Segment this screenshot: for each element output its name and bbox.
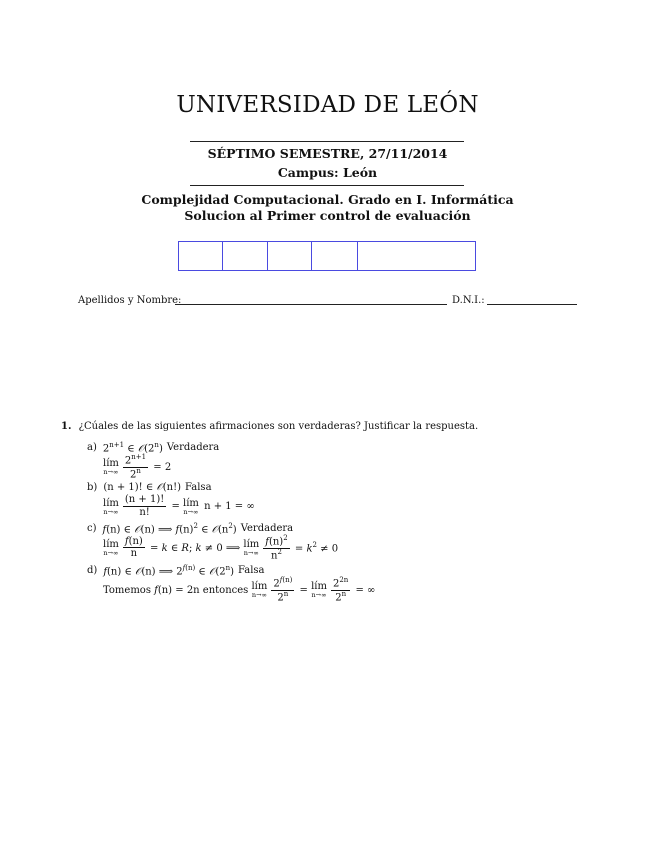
item-c-proof: lím n→∞ $\frac{f(n)}{n}$ = k ∈ R; k ≠ 0 ⟹ lím n→∞ $\frac{f(n)^2}{n^2}$ = $k^2 \ne 0$: [103, 534, 339, 562]
subject-title: Complejidad Computacional. Grado en I. Informática: [141, 192, 514, 207]
semester-date: SÉPTIMO SEMESTRE, 27/11/2014: [207, 146, 448, 161]
item-a-label: a): [87, 442, 97, 454]
item-c-statement: f(n) ∈ 𝒪(n) ⟹ $f(n)^2$ ∈ $𝒪(n^2)$: [102, 522, 237, 536]
grade-cell[interactable]: [268, 242, 312, 270]
item-b-statement: (n + 1)! ∈ 𝒪(n!): [103, 482, 182, 493]
item-d-verdict: Falsa: [238, 565, 265, 577]
grade-table: [178, 241, 476, 271]
item-c-verdict: Verdadera: [240, 523, 294, 535]
top-rule: [190, 141, 464, 142]
item-d-statement: f(n) ∈ 𝒪(n) ⟹ $2^{f(n)}$ ∈ 𝒪(2$^n$): [103, 564, 234, 578]
dni-label: D.N.I.:: [452, 295, 485, 306]
bottom-rule: [190, 185, 464, 186]
question-number: 1.: [61, 421, 72, 432]
item-a-verdict: Verdadera: [166, 442, 220, 454]
grade-cell[interactable]: [179, 242, 223, 270]
item-d-proof: Tomemos f(n) = 2n entonces lím n→∞ $\frac{2^{f(n)}}{2^n}$ = lím n→∞ $\frac{2^{2n}}{2^n}$ = ∞: [103, 576, 376, 604]
item-d-label: d): [87, 565, 98, 577]
item-b-label: b): [87, 482, 98, 493]
name-field[interactable]: [175, 304, 447, 305]
question-text: ¿Cúales de las siguientes afirmaciones son verdaderas? Justificar la respuesta.: [78, 421, 479, 432]
item-c: [87, 522, 293, 535]
item-b: [87, 482, 212, 493]
item-b-verdict: Falsa: [185, 482, 212, 493]
name-label: Apellidos y Nombre:: [78, 295, 182, 306]
item-a: [87, 441, 219, 454]
dni-field[interactable]: [487, 304, 577, 305]
exam-title: Solucion al Primer control de evaluación: [184, 208, 471, 223]
campus: Campus: León: [277, 165, 378, 180]
item-b-proof: lím n→∞ $\frac{(n + 1)!}{n!}$ = lím n→∞ n + 1 = ∞: [103, 494, 255, 518]
item-a-statement: $2^{n+1}$ ∈ 𝒪(2$^n$): [102, 441, 163, 455]
question-1: [61, 421, 478, 433]
item-c-label: c): [87, 523, 97, 535]
university-title: UNIVERSIDAD DE LEÓN: [176, 92, 479, 118]
grade-cell[interactable]: [312, 242, 358, 270]
item-d: [87, 564, 265, 577]
item-d-prefix: Tomemos: [103, 584, 151, 596]
item-a-proof: lím n→∞ $\frac{2^{n+1}}{2^n}$ = 2: [103, 453, 172, 481]
grade-cell[interactable]: [223, 242, 268, 270]
grade-cell-total[interactable]: [358, 242, 475, 270]
